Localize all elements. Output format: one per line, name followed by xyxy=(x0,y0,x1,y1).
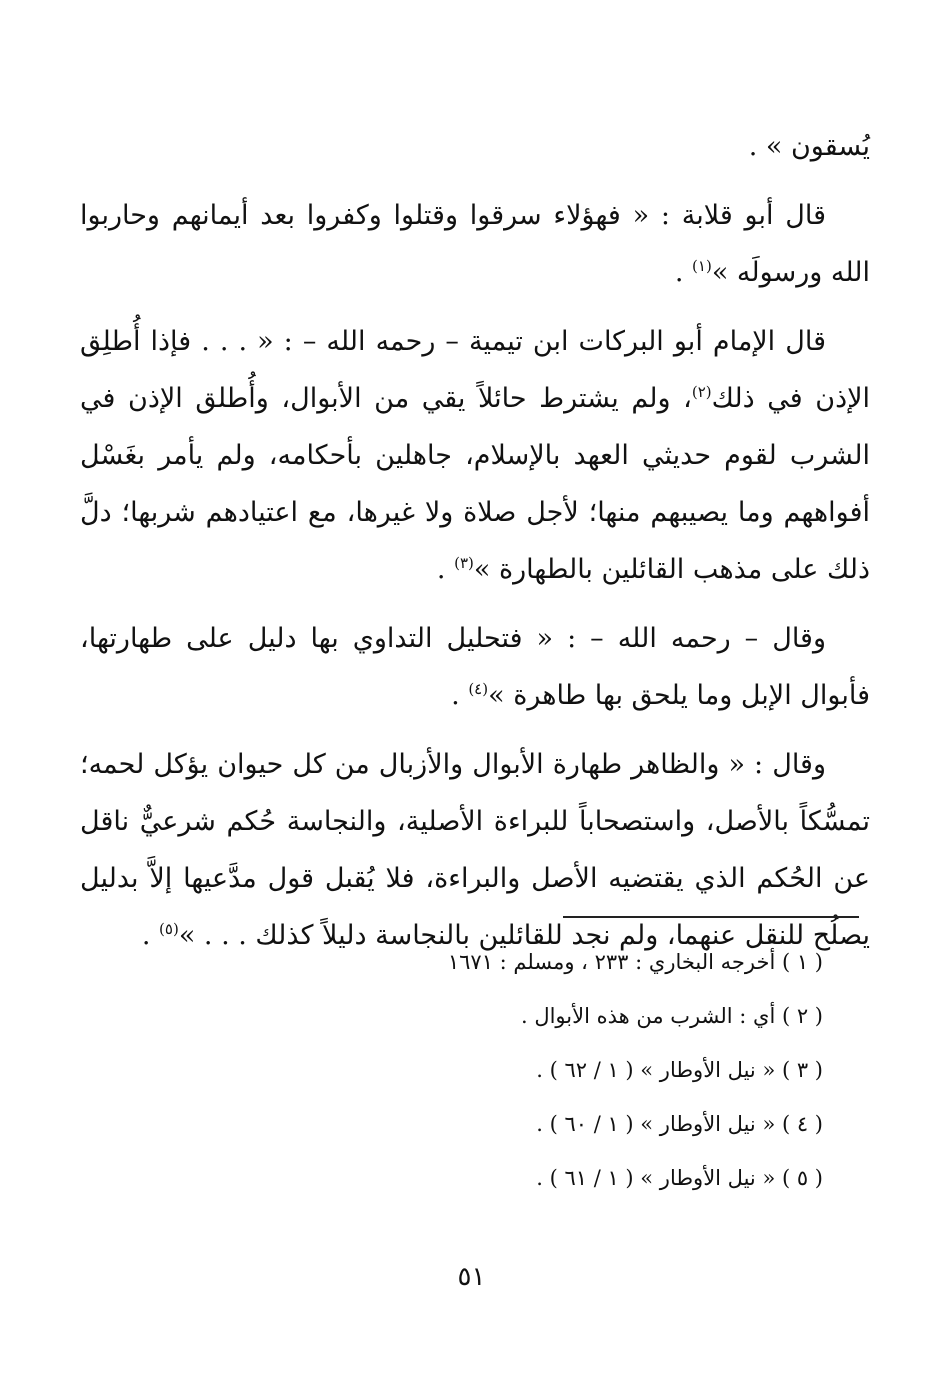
paragraph-abu-qilaba: قال أبو قلابة : « فهؤلاء سرقوا وقتلوا وكفروا بعد أيمانهم وحاربوا الله ورسولَه »$^{(١)}$ . xyxy=(80,200,870,288)
footnote-1: ( ١ ) أخرجه البخاري : ٢٣٣ ، ومسلم : ١٦٧١ xyxy=(447,950,823,974)
paragraph-continuation: يُسقون » . xyxy=(748,131,870,162)
paragraph-tadawi: وقال – رحمه الله – : « فتحليل التداوي بها دليل على طهارتها، فأبوال الإبل وما يلحق بها طاهرة »$^{(٤)}$ . xyxy=(80,623,870,711)
footnote-ref-2[interactable]: (٢) xyxy=(691,383,712,401)
footnotes xyxy=(263,935,823,1205)
footnote-ref-5[interactable]: (٥) xyxy=(159,920,179,938)
footnote-ref-4[interactable]: (٤) xyxy=(468,680,489,698)
footnote-ref-3[interactable]: (٣) xyxy=(454,554,474,572)
page-number: ٥١ xyxy=(457,1262,486,1292)
paragraph-ibn-taymiyya: قال الإمام أبو البركات ابن تيمية – رحمه الله – : « . . . فإذا أُطلِق الإذن في ذلك$^{(٢)}$، ولم يشترط حائلاً يقي من الأبوال، وأُطلق الإذن في الشرب لقوم حديثي العهد بالإسلام، جاهلين بأحكامه، ولم يأمر بغَسْل أفواههم وما يصيبهم منها؛ لأجل صلاة ولا غيرها، مع اعتيادهم شربها؛ دلَّ ذلك على مذهب القائلين بالطهارة »$^{(٣)}$ . xyxy=(80,326,870,585)
footnote-ref-1[interactable]: (١) xyxy=(692,257,712,275)
paragraph-zahir: وقال : « والظاهر طهارة الأبوال والأزبال من كل حيوان يؤكل لحمه؛ تمسُّكاً بالأصل، واستصحاباً للبراءة الأصلية، والنجاسة حُكم شرعيٌّ ناقل عن الحُكم الذي يقتضيه الأصل والبراءة، فلا يُقبل قول مدَّعيها إلاَّ بدليل يصلُح للنقل عنهما، ولم نجد للقائلين بالنجاسة دليلاً كذلك . . . »$^{(٥)}$ . xyxy=(80,749,870,951)
footnote-3: ( ٣ ) « نيل الأوطار » ( ١ / ٦٢ ) . xyxy=(536,1058,823,1082)
main-text xyxy=(80,118,870,976)
footnote-5: ( ٥ ) « نيل الأوطار » ( ١ / ٦١ ) . xyxy=(536,1166,823,1190)
footnote-divider xyxy=(563,916,859,918)
footnote-2: ( ٢ ) أي : الشرب من هذه الأبوال . xyxy=(520,1004,823,1028)
footnote-4: ( ٤ ) « نيل الأوطار » ( ١ / ٦٠ ) . xyxy=(536,1112,823,1136)
